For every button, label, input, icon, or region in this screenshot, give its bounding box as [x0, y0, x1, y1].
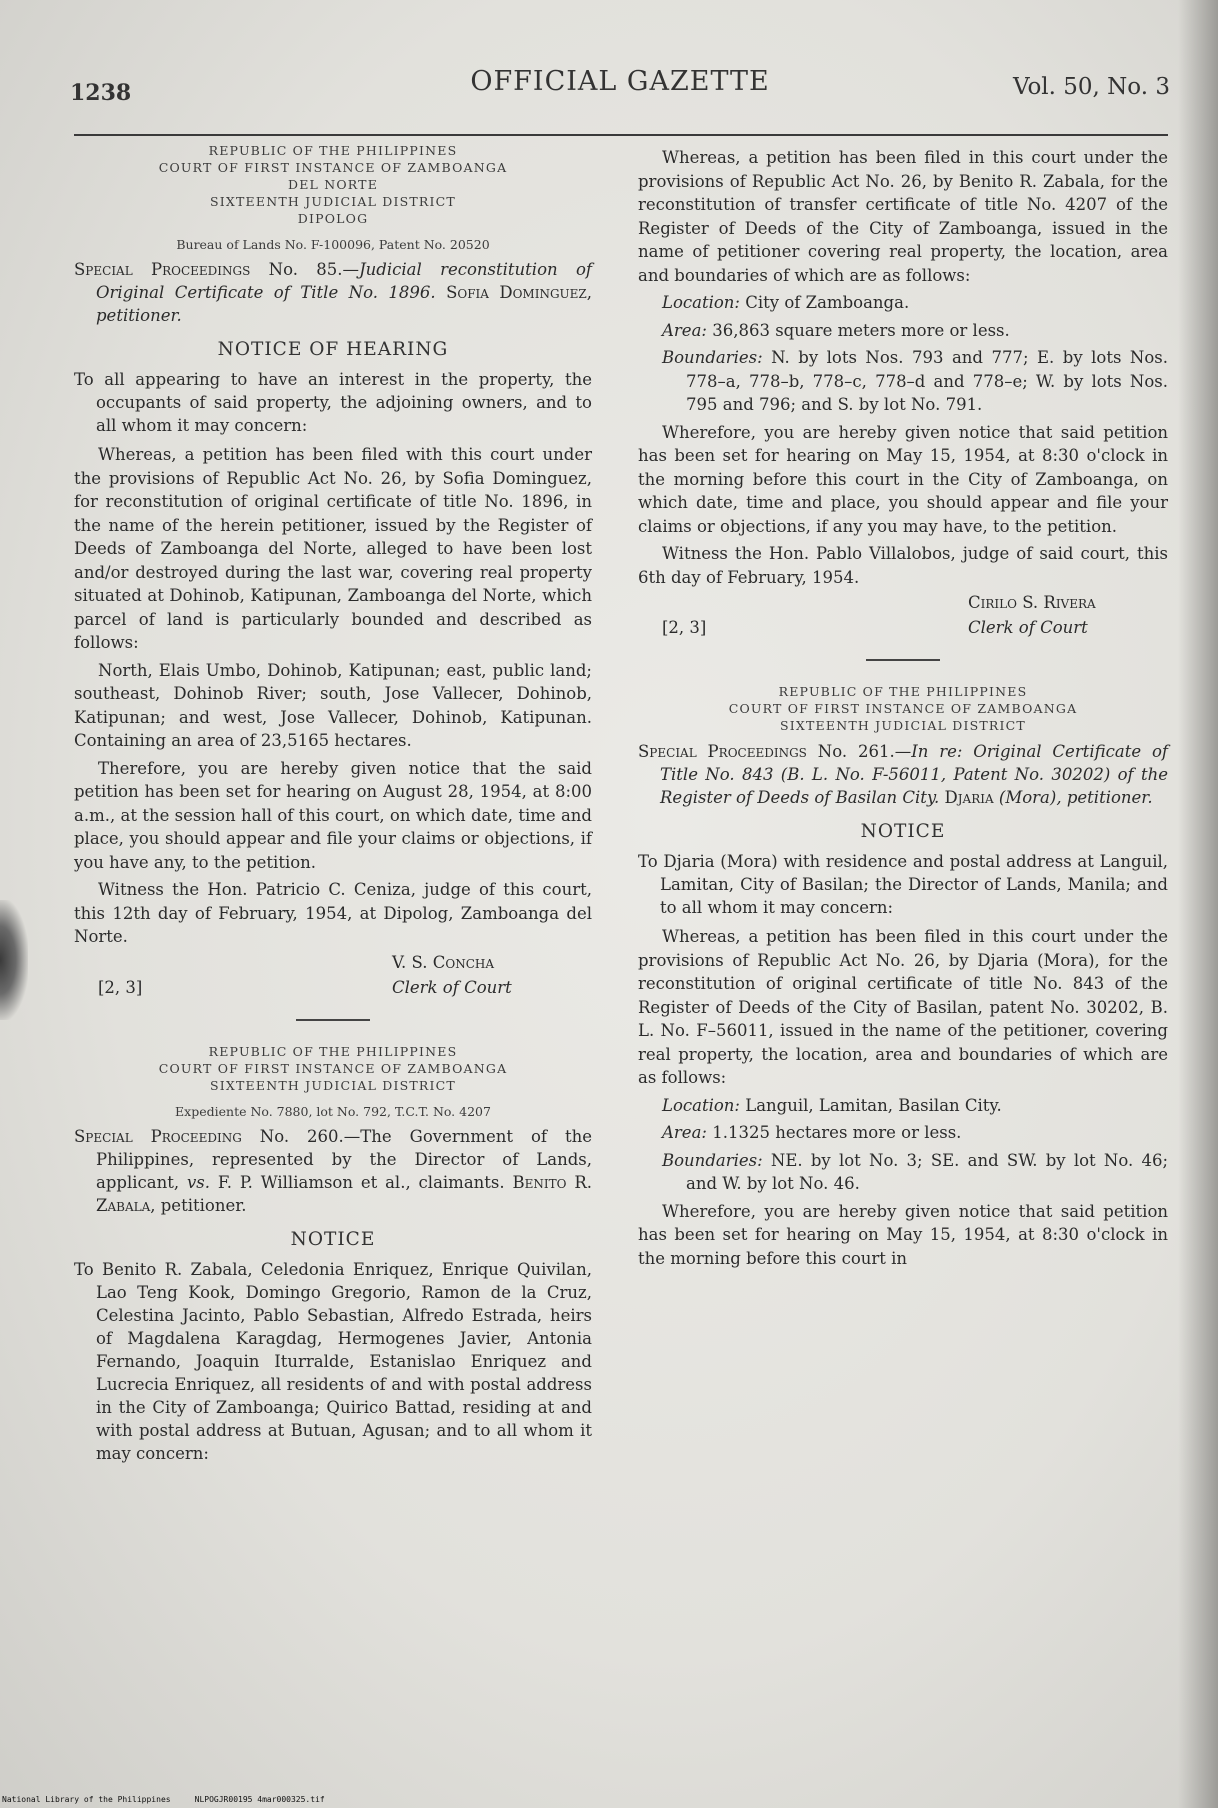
notice-sp-260-continued — [638, 146, 1168, 643]
notice-sp-85 — [74, 142, 592, 1003]
notice-heading: NOTICE OF HEARING — [217, 339, 449, 360]
publication-title: OFFICIAL GAZETTE — [470, 66, 770, 97]
page-edge-shadow — [1178, 0, 1218, 1808]
section-divider — [296, 1019, 370, 1021]
case-caption: Special Proceedings No. 85.—Judicial reconstitution of Original Certificate of Title No. 1896. Sofia Dominguez, petitioner. — [74, 260, 592, 325]
paragraph: Whereas, a petition has been filed with this court under the provisions of Republic Act No. 26, by Sofia Dominguez, for reconstitution of original certificate of title No. 1896, in the name of the herein petitioner, issued by the Register of Deeds of Zamboanga del Norte, alleged to have been lost and/or destroyed during the last war, covering real property situated at Dohinob, Katipunan, Zamboanga del Norte, which parcel of land is particularly bounded and described as follows: — [74, 445, 592, 652]
case-caption: Special Proceeding No. 260.—The Government of the Philippines, represented by the Director of Lands, applicant, vs. F. P. Williamson et al., claimants. Benito R. Zabala, petitioner. — [74, 1126, 593, 1215]
court-line: SIXTEENTH JUDICIAL DISTRICT — [780, 718, 1026, 733]
section-divider — [866, 659, 940, 661]
property-area: Area: 36,863 square meters more or less. — [662, 320, 1010, 340]
signature-block — [74, 953, 592, 1003]
addressee: To Djaria (Mora) with residence and postal address at Languil, Lamitan, City of Basilan; the Director of Lands, Manila; and to all whom it may concern: — [638, 852, 1168, 917]
property-location: Location: Languil, Lamitan, Basilan City. — [662, 1095, 1002, 1115]
issue-mark: [2, 3] — [98, 977, 143, 997]
header-rule — [74, 134, 1168, 136]
signer-role: Clerk of Court — [392, 977, 512, 997]
addressee: To all appearing to have an interest in the property, the occupants of said property, the adjoining owners, and to all whom it may concern: — [74, 370, 592, 435]
volume-number: Vol. 50, No. 3 — [1012, 74, 1170, 100]
paragraph: Witness the Hon. Patricio C. Ceniza, judge of this court, this 12th day of February, 1954, at Dipolog, Zamboanga del Norte. — [74, 880, 592, 946]
paragraph: Whereas, a petition has been filed in this court under the provisions of Republic Act No. 26, by Djaria (Mora), for the reconstitution of original certificate of title No. 843 of the Register of Deeds of the City of Basilan, patent No. 30202, B. L. No. F–56011, issued in the name of the petitioner, covering real property, the location, area and boundaries of which are as follows: — [638, 927, 1168, 1087]
court-line: DEL NORTE — [287, 177, 379, 192]
notice-heading: NOTICE — [290, 1228, 376, 1250]
court-line: DIPOLOG — [297, 211, 369, 226]
signer-name: V. S. Concha — [392, 952, 495, 972]
property-location: Location: City of Zamboanga. — [662, 293, 910, 312]
addressee: To Benito R. Zabala, Celedonia Enriquez, Enrique Quivilan, Lao Teng Kook, Domingo Gregorio, Ramon de la Cruz, Celestina Jacinto, Pablo Sebastian, Alfredo Estrada, heirs of Magdalena Karagdag, Hermogenes Javier, Antonia Fernando, Joaquin Iturralde, Estanislao Enriquez and Lucrecia Enriquez, all residents of and with postal address in the City of Zamboanga; Quirico Battad, residing at and with postal address at Butuan, Agusan; and to all whom it may concern: — [74, 1259, 592, 1463]
property-boundaries: Boundaries: NE. by lot No. 3; SE. and SW. by lot No. 46; and W. by lot No. 46. — [662, 1150, 1168, 1193]
property-boundaries: Boundaries: N. by lots Nos. 793 and 777; E. by lots Nos. 778–a, 778–b, 778–c, 778–d and 778–e; W. by lots Nos. 795 and 796; and S. by lot No. 791. — [662, 348, 1168, 414]
court-line: REPUBLIC OF THE PHILIPPINES — [778, 684, 1028, 699]
court-line: REPUBLIC OF THE PHILIPPINES — [208, 1043, 458, 1059]
signer-role: Clerk of Court — [968, 618, 1088, 637]
court-line: COURT OF FIRST INSTANCE OF ZAMBOANGA — [158, 160, 508, 175]
court-line: REPUBLIC OF THE PHILIPPINES — [208, 143, 458, 158]
court-line: SIXTEENTH JUDICIAL DISTRICT — [210, 1077, 456, 1093]
paragraph: Wherefore, you are hereby given notice that said petition has been set for hearing on May 15, 1954, at 8:30 o'clock in the morning before this court in the City of Zamboanga, on which date, time and place, you should appear and file your claims or objections, if any you may have, to the petition. — [638, 422, 1168, 536]
running-header — [70, 64, 1170, 114]
issue-mark: [2, 3] — [662, 618, 707, 637]
page-number: 1238 — [70, 80, 132, 106]
notice-sp-261 — [638, 683, 1168, 1270]
signer-name: Cirilo S. Rivera — [968, 593, 1096, 612]
notice-heading: NOTICE — [860, 821, 946, 842]
signature-block — [638, 593, 1168, 643]
right-column — [638, 142, 1168, 1270]
case-caption: Special Proceedings No. 261.—In re: Original Certificate of Title No. 843 (B. L. No. F-56011, Patent No. 30202) of the Register of Deeds of Basilan City. Djaria (Mora), petitioner. — [638, 742, 1169, 807]
scan-footer: National Library of the Philippines NLPOGJR00195 4mar000325.tif — [2, 1795, 325, 1804]
court-line: COURT OF FIRST INSTANCE OF ZAMBOANGA — [728, 701, 1078, 716]
binding-shadow — [0, 900, 28, 1020]
paragraph: Witness the Hon. Pablo Villalobos, judge of said court, this 6th day of February, 1954. — [638, 544, 1168, 587]
property-area: Area: 1.1325 hectares more or less. — [662, 1123, 962, 1142]
paragraph: North, Elais Umbo, Dohinob, Katipunan; east, public land; southeast, Dohinob River; south, Jose Vallecer, Dohinob, Katipunan; and west, Jose Vallecer, Dohinob, Katipunan. Containing an area of 23,5165 hectares. — [74, 660, 592, 750]
court-line: COURT OF FIRST INSTANCE OF ZAMBOANGA — [158, 1060, 508, 1076]
paragraph: Wherefore, you are hereby given notice that said petition has been set for hearing on May 15, 1954, at 8:30 o'clock in the morning before this court in — [638, 1201, 1168, 1268]
court-line: SIXTEENTH JUDICIAL DISTRICT — [210, 194, 456, 209]
paragraph: Whereas, a petition has been filed in this court under the provisions of Republic Act No. 26, by Benito R. Zabala, for the reconstitution of transfer certificate of title No. 4207 of the Register of Deeds of the City of Zamboanga, issued in the name of petitioner covering real property, the location, area and boundaries of which are as follows: — [638, 148, 1168, 285]
paragraph: Therefore, you are hereby given notice that the said petition has been set for hearing on August 28, 1954, at 8:00 a.m., at the session hall of this court, on which date, time and place, you should appear and file your claims or objections, if you have any, to the petition. — [74, 758, 592, 872]
notice-sp-260 — [74, 1043, 592, 1465]
reference-line: Bureau of Lands No. F-100096, Patent No. 20520 — [176, 237, 490, 252]
reference-line: Expediente No. 7880, lot No. 792, T.C.T. No. 4207 — [175, 1103, 491, 1119]
left-column — [74, 142, 592, 1471]
